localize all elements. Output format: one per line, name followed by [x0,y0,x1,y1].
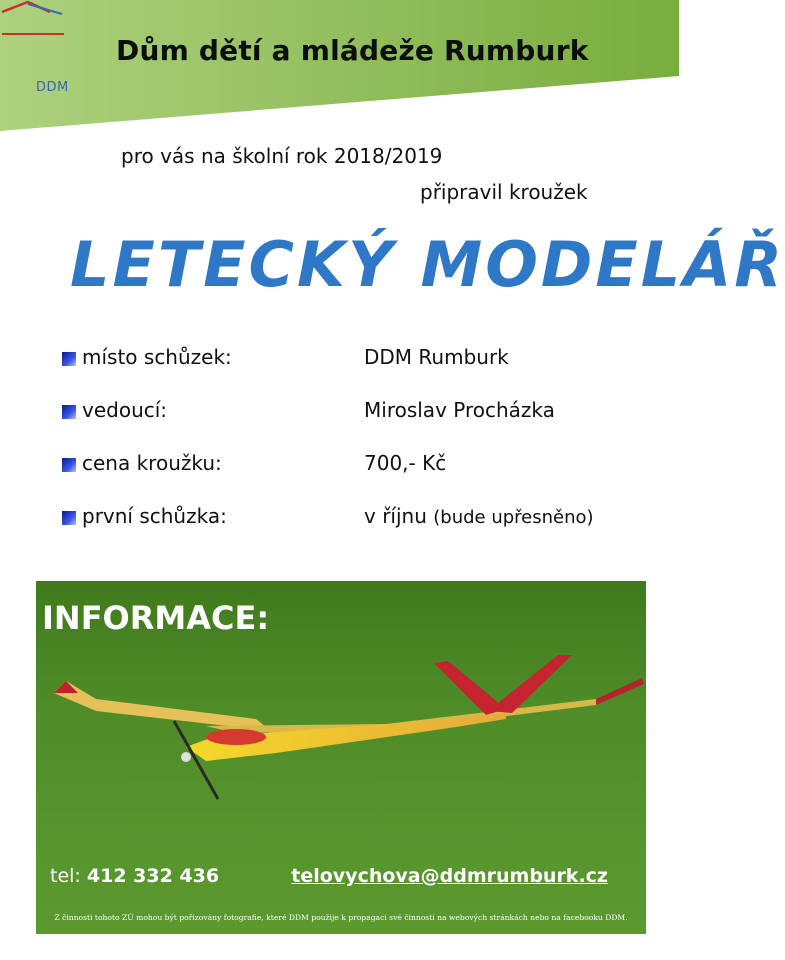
info-heading: INFORMACE: [42,599,270,637]
intro-line-1: pro vás na školní rok 2018/2019 [121,144,443,168]
detail-value [364,504,594,528]
detail-value: Miroslav Procházka [364,398,555,422]
organization-title: Dům dětí a mládeže Rumburk [116,34,589,67]
detail-value-main: v říjnu [364,504,427,528]
glider-photo [36,581,646,934]
bullet-icon [62,352,76,366]
detail-label: cena kroužku: [82,451,222,475]
detail-value: 700,- Kč [364,451,447,475]
bullet-icon [62,458,76,472]
detail-value-note: (bude upřesněno) [433,507,594,528]
photo-disclaimer: Z činnosti tohoto ZÚ mohou být pořizovány fotografie, které DDM použije k propagaci své činnosti na webových stránkách nebo na facebooku DDM. [54,913,628,922]
header-band [0,0,679,132]
phone-line [50,865,219,887]
detail-row-first-meeting [62,502,642,555]
email-link[interactable]: telovychova@ddmrumburk.cz [291,865,608,887]
phone-label: tel: [50,865,81,887]
bullet-icon [62,405,76,419]
detail-row-place [62,343,642,396]
details-list [62,343,642,555]
course-title: LETECKÝ MODELÁŘ [70,228,785,301]
detail-label: vedoucí: [82,398,168,422]
detail-label: místo schůzek: [82,345,232,369]
phone-number[interactable]: 412 332 436 [86,865,220,887]
detail-row-price [62,449,642,502]
logo-text: DDM [36,80,69,95]
detail-row-leader [62,396,642,449]
detail-value: DDM Rumburk [364,345,509,369]
house-logo-icon [0,0,66,40]
bullet-icon [62,511,76,525]
detail-label: první schůzka: [82,504,227,528]
intro-line-2: připravil kroužek [420,180,588,204]
